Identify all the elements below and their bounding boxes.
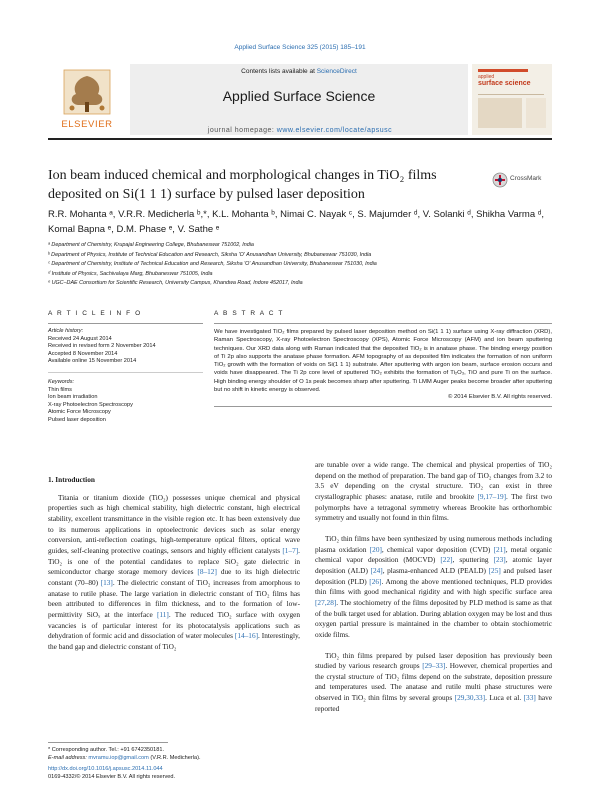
intro-paragraph-2 — [315, 534, 552, 641]
body-column-left — [48, 475, 300, 653]
crossmark-icon — [492, 172, 508, 188]
contents-available-line — [130, 68, 468, 75]
elsevier-logo[interactable] — [48, 64, 126, 135]
journal-cover-thumbnail[interactable] — [472, 64, 552, 135]
text-run: . However, chemical properties and the crystal structure of TiO₂ films depend on the substrate, deposition pressure and temperatures used. The anatase and rutile multi phase structures were observed in TiO₂ thin films by several groups — [315, 661, 552, 703]
citation-link[interactable]: [25] — [488, 565, 501, 575]
email-line — [48, 754, 298, 762]
email-label: E-mail address: — [48, 755, 87, 761]
header-rule — [48, 138, 552, 140]
journal-reference[interactable]: Applied Surface Science 325 (2015) 185–191 — [234, 44, 366, 51]
abstract-text: We have investigated TiO₂ films prepared by pulsed laser deposition method on Si(1 1 1) surface using X-ray diffraction (XRD), Raman Spectroscopy, X-ray Photoelectron Spectroscopy (XPS), Atomic Force Microscopy (AFM) and ion beam sputtering techniques. Our XRD data along with Raman indicated that the deposited TiO₂ is in anatase phase. The binding energy position of Ti 2p also supports the anatase phase formation. AFM topography of as deposited film indicates the formation of non uniform TiO₂ growth with the formation of voids on Si(1 1 1) substrate. After sputtering with argon ion beam, surface erosion occurs and voids have disappeared. The Ti 2p core level of sputtered TiO₂ exhibits the formation of Ti₂O₃, TiO and pure Ti on the surface. High binding energy shoulder of O 1s peak becomes sharp after sputtering. Ti LMM Auger peaks become broader after sputtering but no shift in kinetic energy is observed. — [214, 329, 552, 393]
keyword-item: Pulsed laser deposition — [48, 416, 106, 423]
citation-link[interactable]: [20] — [369, 544, 382, 554]
citation-link[interactable]: [1–7] — [282, 545, 299, 555]
corresponding-author-note: * Corresponding author. Tel.: +91 6742350181. — [48, 747, 165, 753]
journal-masthead — [130, 64, 468, 135]
text-run: . Luca et al. — [485, 693, 522, 703]
citation-link[interactable]: [9,17–19] — [477, 491, 507, 501]
text-run: . The dielectric constant of TiO₂ increases from amorphous to anatase to rutile phase. The large variation in dielectric constant of TiO₂ films has been attributed to differences in film thickness, and to the formation of low-permittivity SiOₓ at the interface — [48, 577, 300, 619]
text-run: . Among the above mentioned techniques, PLD provides thin films with good mechanical rigidity and with high specific surface area — [315, 576, 553, 597]
text-run: TiO₂ thin films prepared by pulsed laser deposition has previously been studied by various research groups — [315, 650, 552, 671]
citation-link[interactable]: [33] — [523, 693, 536, 703]
citation-link[interactable]: [21] — [493, 544, 506, 554]
abstract-copyright: © 2014 Elsevier B.V. All rights reserved. — [448, 394, 552, 400]
keyword-item: Atomic Force Microscopy — [48, 409, 111, 416]
citation-link[interactable]: [23] — [493, 555, 506, 565]
affiliation-a: ᵃ Department of Chemistry, Krupajal Engineering College, Bhubaneswar 751002, India — [48, 242, 254, 248]
citation-link[interactable]: [29,30,33] — [454, 693, 486, 703]
affiliation-b: ᵇ Department of Physics, Institute of Technical Education and Research, Siksha 'O' Anusandhan University, Bhubaneswar 751030, India — [48, 251, 372, 258]
text-run: . TiO₂ is one of the potential candidates to replace SiO₂ gate dielectric in semiconductor charge storage memory devices — [48, 545, 300, 577]
intro-paragraph-3 — [315, 651, 552, 715]
keywords-block — [48, 379, 203, 425]
journal-homepage-line — [48, 127, 552, 134]
author-list: R.R. Mohanta ᵃ, V.R.R. Medicherla ᵇ,*, K.L. Mohanta ᵇ, Nimai C. Nayak ᶜ, S. Majumder ᵈ, V. Solanki ᵈ, Shikha Varma ᵈ, Komal Bapna ᵉ, D.M. Phase ᵉ, V. Sathe ᵉ — [48, 209, 544, 235]
keyword-item: X-ray Photoelectron Spectroscopy — [48, 401, 133, 408]
cover-image-block — [478, 98, 522, 128]
citation-link[interactable]: [22] — [440, 555, 453, 565]
text-run: , chemical vapor deposition (CVD) — [381, 544, 491, 554]
doi-link[interactable]: http://dx.doi.org/10.1016/j.apsusc.2014.11.044 — [48, 766, 163, 772]
crossmark-badge[interactable] — [492, 172, 552, 188]
article-history — [48, 328, 203, 366]
journal-title[interactable]: Applied Surface Science — [222, 88, 376, 104]
affiliations — [48, 241, 552, 289]
keyword-item: Ion beam irradiation — [48, 394, 98, 401]
history-online: Available online 15 November 2014 — [48, 358, 137, 365]
elsevier-wordmark: ELSEVIER — [61, 119, 113, 130]
article-title: Ion beam induced chemical and morphological changes in TiO₂ films deposited on Si(1 1 1) surface by pulsed laser deposition — [48, 168, 437, 202]
keywords-rule — [48, 372, 203, 373]
text-run: . The reduced TiO₂ surface with oxygen vacancies is of particular interest for its photocatalysis applications such as dehydration of formic acid and dissociation of water molecules — [48, 609, 300, 641]
text-run: have reported — [315, 693, 553, 713]
journal-header — [48, 64, 552, 135]
citation-link[interactable]: [24] — [370, 565, 383, 575]
citation-link[interactable]: [13] — [100, 577, 113, 587]
text-run: TiO₂ thin films have been synthesized by using numerous methods including plasma oxidation — [315, 533, 552, 554]
history-label: Article history: — [48, 328, 84, 334]
article-info-panel — [48, 310, 203, 425]
text-run: Titania or titanium dioxide (TiO₂) possesses unique chemical and physical properties such as high chemical stability, high dielectric constant, high electrical stability, excellent transmittance in the visible region etc. It has been extensively due to its numerous applications in optoelectronic devices such as solar energy conversion, anti-reflection coatings, high-temperature optical filters, optical wave guides, self-cleaning protective coatings, sensors and highly efficient catalysts — [48, 492, 300, 555]
cover-stripe — [478, 69, 528, 72]
history-received: Received 24 August 2014 — [48, 335, 112, 342]
text-run: are tunable over a wide range. The chemical and physical properties of TiO₂ depend on the method of preparation. The band gap of TiO₂ changes from 3.2 to 3.5 eV depending on the crystal structure. TiO₂ can exist in three crystallographic phases: anatase, rutile and brookite — [315, 460, 552, 501]
body-column-right — [315, 460, 552, 714]
footnote-rule — [48, 742, 168, 743]
text-run: . The first two polymorphs have a tetragonal symmetry whereas Brookite has orthorhombic symmetry and usually not found in thin films. — [315, 491, 552, 523]
email-suffix: (V.R.R. Medicherla). — [150, 755, 201, 761]
citation-link[interactable]: [11] — [156, 609, 169, 619]
abstract-panel — [214, 310, 552, 407]
cover-divider — [478, 94, 544, 95]
sciencedirect-link[interactable]: ScienceDirect — [316, 68, 357, 75]
cover-title-line1: applied — [478, 74, 495, 80]
history-accepted: Accepted 8 November 2014 — [48, 350, 118, 357]
article-info-rule — [48, 323, 203, 324]
text-run: . The stochiometry of the films deposited by PLD method is same as that of the bulk target used for ablation. During ablation oxygen may be lost and thus oxygen partial pressure is maintained in the chamber to obtain stochiometric oxide films. — [315, 597, 552, 639]
citation-link[interactable]: [27,28] — [315, 597, 337, 607]
abstract-rule — [214, 323, 552, 324]
text-run: . Interestingly, the band gap and dielectric constant of TiO₂ — [48, 631, 300, 651]
crossmark-label: CrossMark — [510, 175, 542, 182]
issn-line: 0169-4332/© 2014 Elsevier B.V. All rights reserved. — [48, 774, 176, 780]
section-heading-introduction: 1. Introduction — [48, 475, 95, 484]
affiliation-d: ᵈ Institute of Physics, Sachivalaya Marg, Bhubaneswar 751005, India — [48, 270, 213, 277]
contents-prefix: Contents lists available at — [241, 68, 315, 75]
citation-link[interactable]: [29–33] — [422, 661, 446, 671]
citation-link[interactable]: [26] — [369, 576, 382, 586]
abstract-heading: A B S T R A C T — [214, 310, 284, 317]
cover-title-line2: surface science — [478, 80, 531, 87]
text-run: , metal organic chemical vapor deposition (MOCVD) — [315, 544, 552, 565]
citation-link[interactable]: [8–12] — [197, 567, 217, 577]
text-run: and pulsed laser deposition (PLD) — [315, 565, 553, 586]
footnotes — [48, 742, 298, 781]
intro-paragraph-1-cont — [315, 460, 552, 524]
keywords-label: Keywords: — [48, 378, 75, 385]
citation-link[interactable]: [14–16] — [234, 631, 259, 641]
email-link[interactable]: mvramu.iop@gmail.com — [88, 755, 149, 761]
text-run: , atomic layer deposition (ALD) — [315, 555, 552, 575]
intro-paragraph-1 — [48, 493, 300, 653]
text-run: , plasma-enhanced ALD (PEALD) — [382, 565, 486, 575]
homepage-url[interactable]: www.elsevier.com/locate/apsusc — [276, 127, 393, 134]
article-info-heading: A R T I C L E I N F O — [48, 310, 142, 317]
homepage-prefix: journal homepage: — [207, 127, 275, 134]
abstract-bottom-rule — [214, 406, 552, 407]
affiliation-c: ᶜ Department of Chemistry, Institute of Technical Education and Research, Siksha 'O' Anusandhan University, Bhubaneswar 751030, India — [48, 261, 377, 267]
text-run: , sputtering — [452, 555, 489, 565]
history-revised: Received in revised form 2 November 2014 — [48, 343, 156, 350]
text-run: due to its high dielectric constant (70–80) — [48, 567, 300, 587]
cover-side-block — [526, 98, 546, 128]
affiliation-e: ᵉ UGC–DAE Consortium for Scientific Research, University Campus, Khandwa Road, Indore 452017, India — [48, 280, 303, 286]
keyword-item: Thin films — [48, 386, 72, 393]
